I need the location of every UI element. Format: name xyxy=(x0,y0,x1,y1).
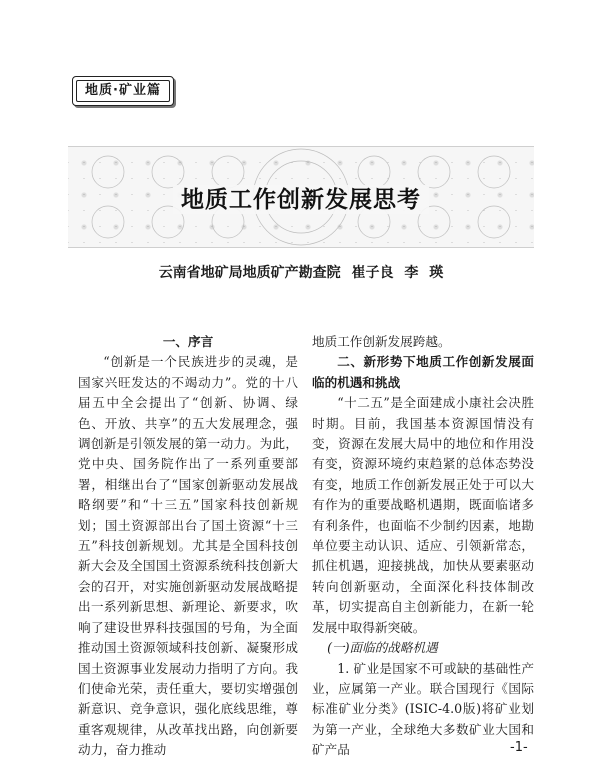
opportunities-paragraph: “十二五”是全面建成小康社会决胜时期。目前，我国基本资源国情没有变，资源在发展大局中的地位和作用没有变，资源环境约束趋紧的总体态势没有变，地质工作创新发展正处于可以大有作为的重要战略机遇期，既面临诸多有利条件，也面临不少制约因素，地勘单位要主动认识、适应、引领新常态，抓住机遇，迎接挑战，加快从要素驱动转向创新驱动，全面深化科技体制改革，切实提高自主创新能力，在新一轮发展中取得新突破。 xyxy=(312,395,534,635)
title-banner xyxy=(68,146,534,248)
preface-paragraph: “创新是一个民族进步的灵魂，是国家兴旺发达的不竭动力”。党的十八届五中全会提出了“创新、协调、绿色、开放、共享”的五大发展理念，强调创新是引领发展的第一动力。为此，党中央、国务院作出了一系列重要部署，相继出台了“国家创新驱动发展战略纲要”和“十三五”国家科技创新规划；国土资源部出台了国土资源“十三五”科技创新规划。尤其是全国科技创新大会及全国国土资源系统科技创新大会的召开，对实施创新驱动发展战略提出一系列新思想、新理论、新要求，吹响了建设世界科技强国的号角，为全面推动国土资源领域科技创新、凝聚形成国土资源事业发展动力指明了方向。我们使命光荣，责任重大，要切实增强创新意识、竞争意识，强化底线思维，尊重客观规律，从改革找出路，向创新要动力，奋力推动 xyxy=(78,354,298,758)
subheading-strategic-opportunities: (一)面临的战略机遇 xyxy=(327,640,438,656)
continuation-text: 地质工作创新发展跨越。 xyxy=(312,334,451,349)
right-column xyxy=(312,332,534,761)
section-tag xyxy=(72,76,174,106)
section-heading-opportunities: 二、新形势下地质工作创新发展面临的机遇和挑战 xyxy=(312,354,534,390)
section-tag-label: 地质·矿业篇 xyxy=(76,80,170,102)
page-number: -1- xyxy=(510,740,528,755)
mining-paragraph: 1. 矿业是国家不可或缺的基础性产业，应属第一产业。联合国现行《国际标准矿业分类》(ISIC-4.0版)将矿业划为第一产业，全球绝大多数矿业大国和矿产品 xyxy=(312,660,534,758)
authors-line: 云南省地矿局地质矿产勘查院 崔子良 李 瑛 xyxy=(158,265,444,281)
article-title: 地质工作创新发展思考 xyxy=(68,181,534,214)
section-heading-preface: 一、序言 xyxy=(162,334,214,349)
left-column xyxy=(78,332,298,761)
